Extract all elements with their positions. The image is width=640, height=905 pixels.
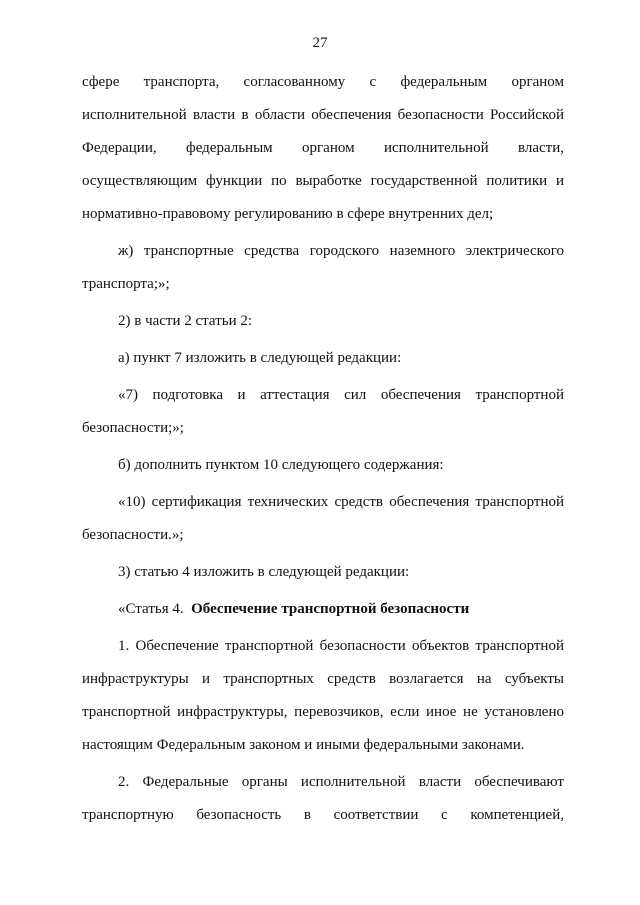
- paragraph-article-4-part-1: 1. Обеспечение транспортной безопасности объектов транспортной инфраструктуры и транспортных средств возлагается на субъекты транспортной инфраструктуры, перевозчиков, если иное не установлено настоящим Федеральным законом и иными федеральными законами.: [82, 638, 564, 753]
- paragraph-point-10: «10) сертификация технических средств обеспечения транспортной безопасности.»;: [82, 494, 564, 543]
- paragraph-item-zh: ж) транспортные средства городского наземного электрического транспорта;»;: [82, 243, 564, 292]
- article-title: Обеспечение транспортной безопасности: [191, 601, 470, 617]
- page-number: 27: [312, 35, 328, 51]
- paragraph-continuation: сфере транспорта, согласованному с федеральным органом исполнительной власти в области обеспечения безопасности Российской Федерации, федеральным органом исполнительной власти, осуществляющим функции по выработке государственной политики и нормативно-правовому регулированию в сфере внутренних дел;: [82, 74, 564, 222]
- article-heading: [82, 593, 564, 626]
- paragraph-article-4-part-2: 2. Федеральные органы исполнительной власти обеспечивают транспортную безопасность в соответствии с компетенцией,: [82, 774, 564, 823]
- paragraph-point-7: «7) подготовка и аттестация сил обеспечения транспортной безопасности;»;: [82, 387, 564, 436]
- paragraph-part-2: 2) в части 2 статьи 2:: [118, 313, 253, 329]
- paragraph-item-b: б) дополнить пунктом 10 следующего содержания:: [118, 457, 444, 473]
- article-number: «Статья 4.: [118, 601, 184, 617]
- document-body: [82, 66, 564, 832]
- paragraph-item-a: а) пункт 7 изложить в следующей редакции:: [118, 350, 402, 366]
- paragraph-part-3: 3) статью 4 изложить в следующей редакции:: [118, 564, 410, 580]
